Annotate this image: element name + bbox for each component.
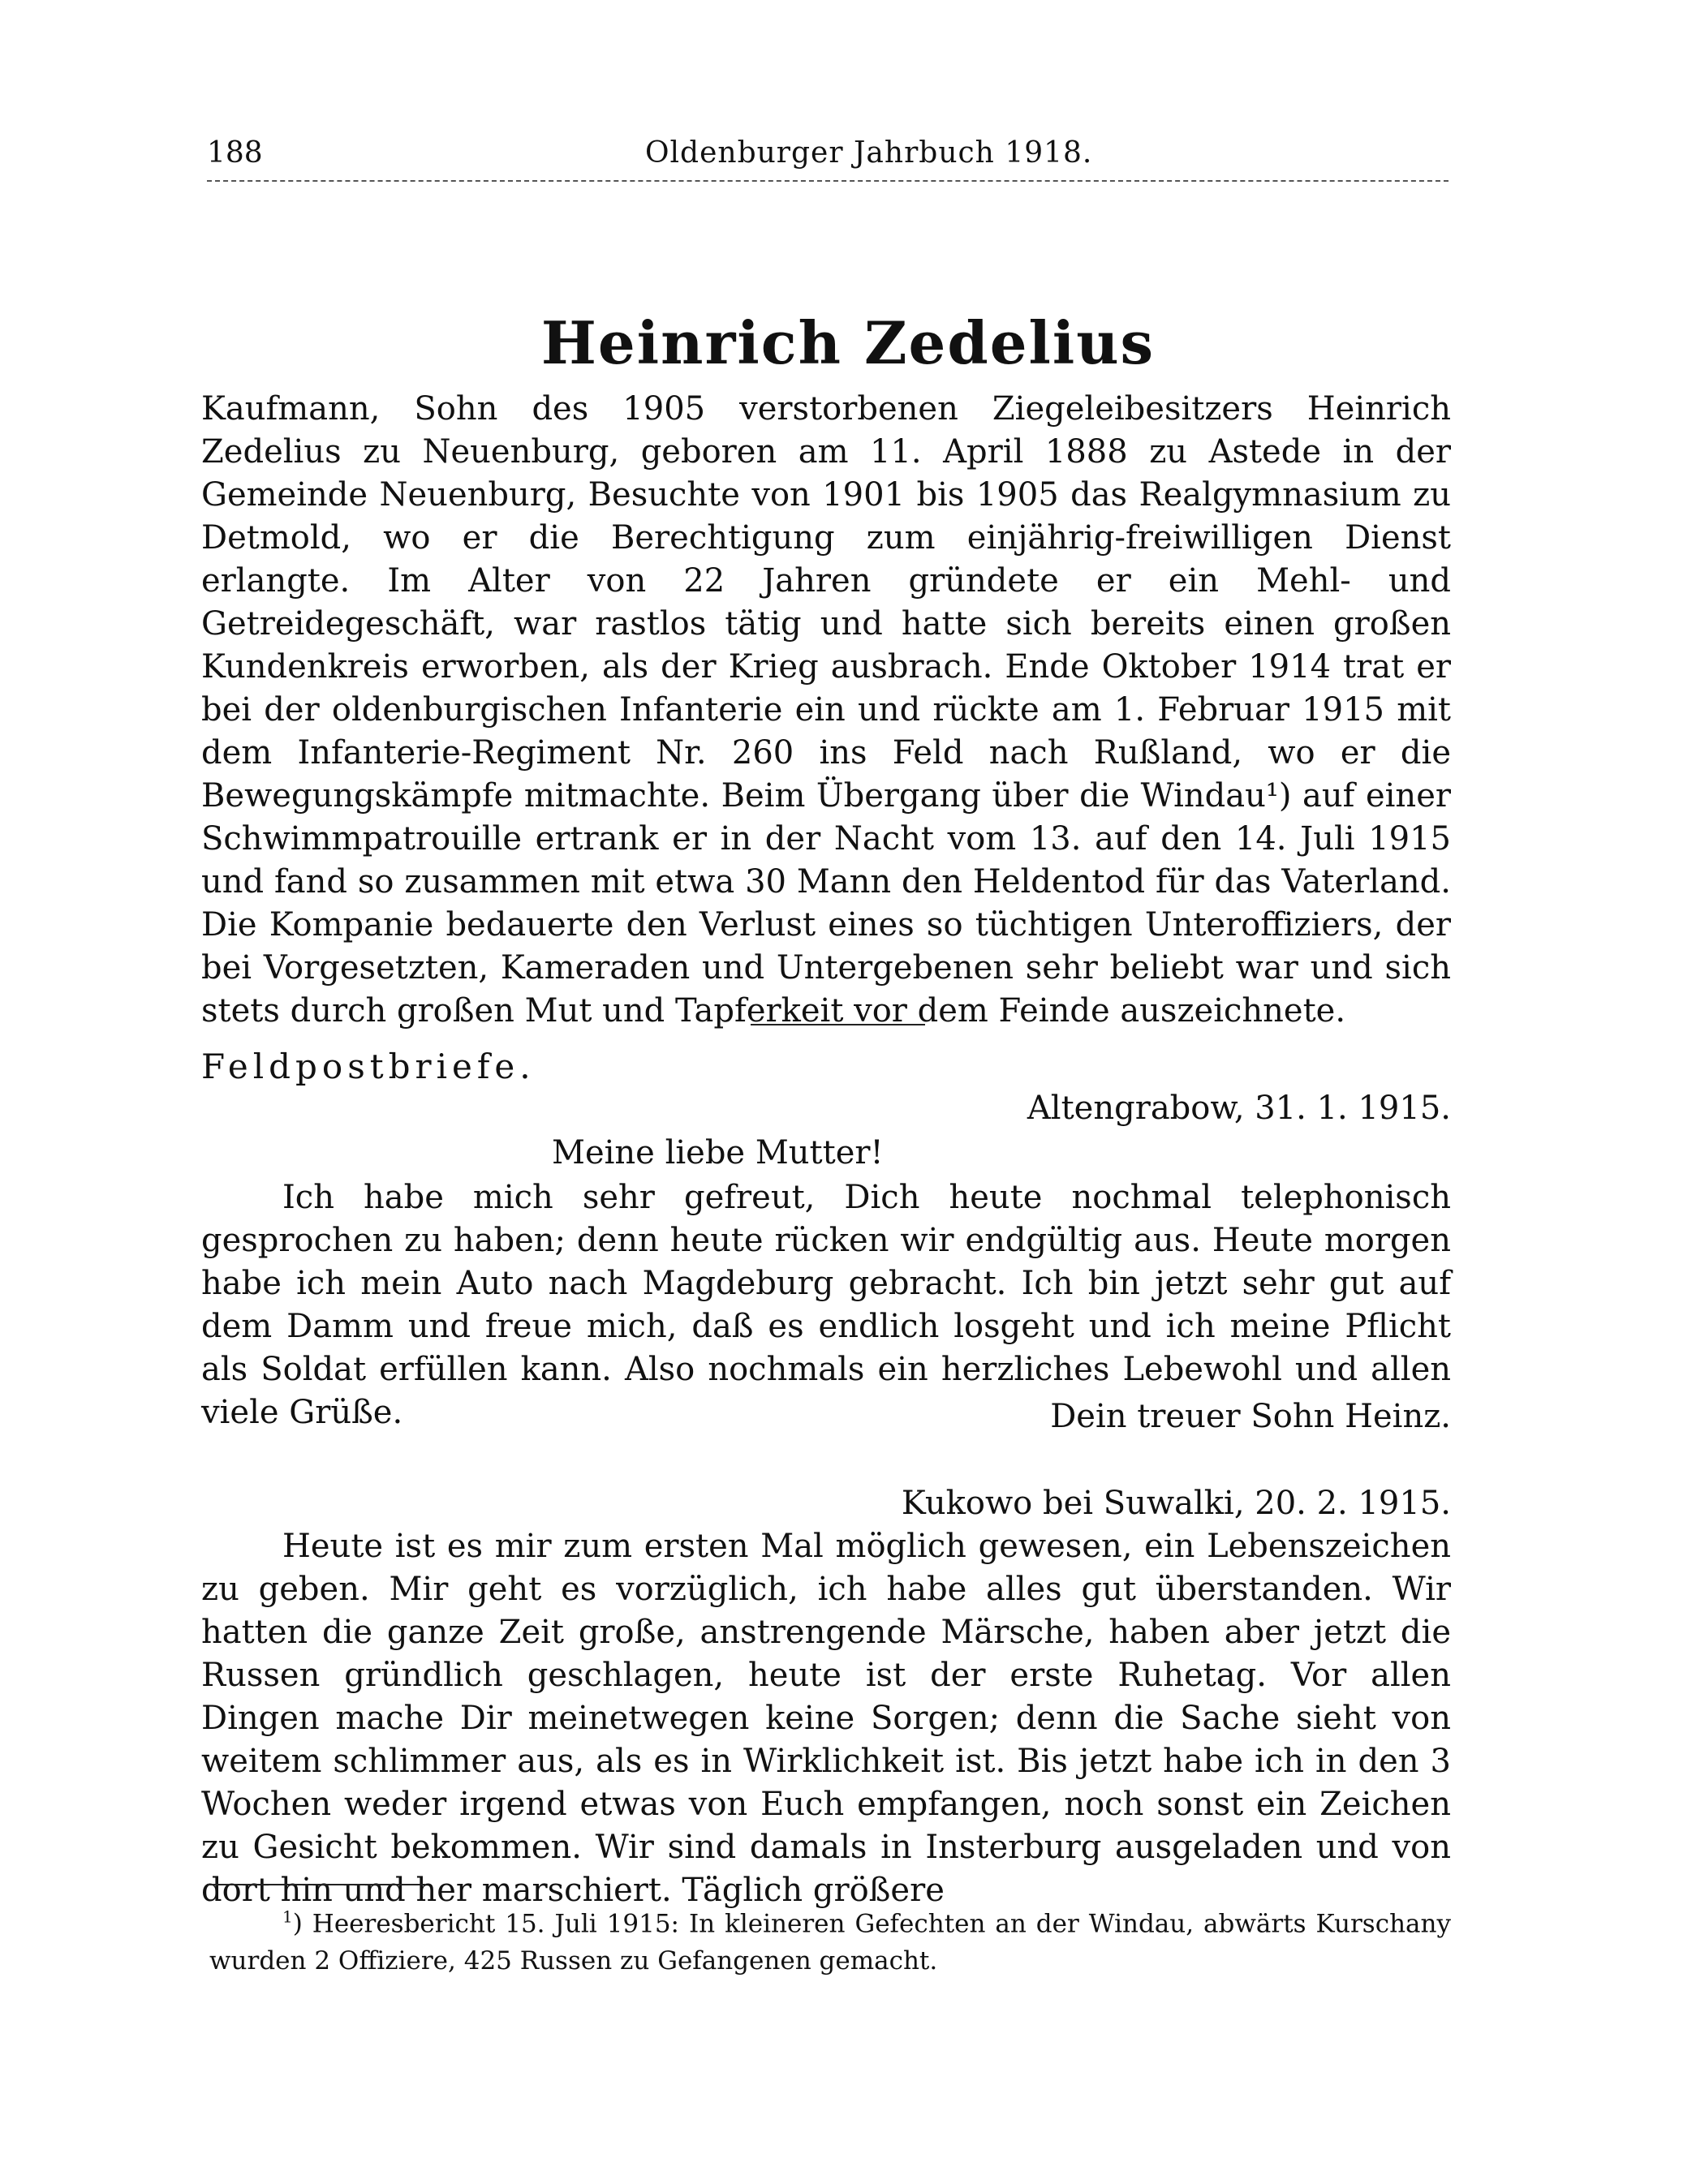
header-divider bbox=[207, 180, 1448, 182]
letter-2-body: Heute ist es mir zum ersten Mal möglich gewesen, ein Lebenszeichen zu geben. Mir geht es vorzüglich, ich habe alles gut überstanden. Wir hatten die ganze Zeit große, anstrengende Märsche, haben aber jetzt die Russen gründlich geschlagen, heute ist der erste Ruhetag. Vor allen Dingen mache Dir meinetwegen keine Sorgen; denn die Sache sieht von weitem schlimmer aus, als es in Wirklichkeit ist. Bis jetzt habe ich in den 3 Wochen weder irgend etwas von Euch empfangen, noch sonst ein Zeichen zu Gesicht bekommen. Wir sind damals in Insterburg ausgeladen und von dort hin und her marschiert. Täglich größere bbox=[201, 1528, 1451, 1909]
section-divider bbox=[751, 1024, 925, 1025]
footnote-marker-wrap: $^1$) bbox=[282, 1907, 312, 1939]
letter-1-signature: Dein treuer Sohn Heinz. bbox=[1050, 1398, 1451, 1435]
letter-1-body: Ich habe mich sehr gefreut, Dich heute nochmal telephonisch gesprochen zu haben; denn heute rücken wir endgültig aus. Heute morgen habe ich mein Auto nach Magdeburg gebracht. Ich bin jetzt sehr gut auf dem Damm und freue mich, daß es endlich losgeht und ich meine Pflicht als Soldat erfüllen kann. Also nochmals ein herzliches Lebewohl und allen viele Grüße. bbox=[201, 1179, 1451, 1431]
letter-2-place-date: Kukowo bei Suwalki, 20. 2. 1915. bbox=[901, 1485, 1451, 1522]
page-header bbox=[207, 136, 1448, 177]
footnote bbox=[209, 1898, 1451, 1980]
footnote-divider bbox=[207, 1884, 426, 1885]
letter-1-place-date: Altengrabow, 31. 1. 1915. bbox=[1027, 1090, 1451, 1127]
running-title: Oldenburger Jahrbuch 1918. bbox=[645, 136, 1093, 170]
letter-1-salutation: Meine liebe Mutter! bbox=[552, 1134, 884, 1172]
section-heading: Feldpostbriefe. bbox=[201, 1047, 536, 1086]
footnote-marker: 1 bbox=[282, 1907, 293, 1927]
biography-paragraph: Kaufmann, Sohn des 1905 verstorbenen Ziegeleibesitzers Heinrich Zedelius zu Neuenburg, geboren am 11. April 1888 zu Astede in der Gemeinde Neuenburg, Besuchte von 1901 bis 1905 das Realgymnasium zu Detmold, wo er die Berechtigung zum einjährig-freiwilligen Dienst erlangte. Im Alter von 22 Jahren gründete er ein Mehl- und Getreidegeschäft, war rastlos tätig und hatte sich bereits einen großen Kundenkreis erworben, als der Krieg ausbrach. Ende Oktober 1914 trat er bei der oldenburgischen Infanterie ein und rückte am 1. Februar 1915 mit dem Infanterie-Regiment Nr. 260 ins Feld nach Rußland, wo er die Bewegungskämpfe mitmachte. Beim Übergang über die Windau¹) auf einer Schwimmpatrouille ertrank er in der Nacht vom 13. auf den 14. Juli 1915 und fand so zusammen mit etwa 30 Mann den Heldentod für das Vaterland. Die Kompanie bedauerte den Verlust eines so tüchtigen Unteroffiziers, der bei Vorgesetzten, Kameraden und Untergebenen sehr beliebt war und sich stets durch großen Mut und Tapferkeit vor dem Feinde auszeichnete. bbox=[201, 390, 1451, 1030]
article-title: Heinrich Zedelius bbox=[540, 308, 1156, 377]
footnote-text: Heeresbericht 15. Juli 1915: In kleineren Gefechten an der Windau, abwärts Kurschany wurden 2 Offiziere, 425 Russen zu Gefangenen gemacht. bbox=[209, 1909, 1451, 1976]
page-number: 188 bbox=[207, 136, 263, 170]
